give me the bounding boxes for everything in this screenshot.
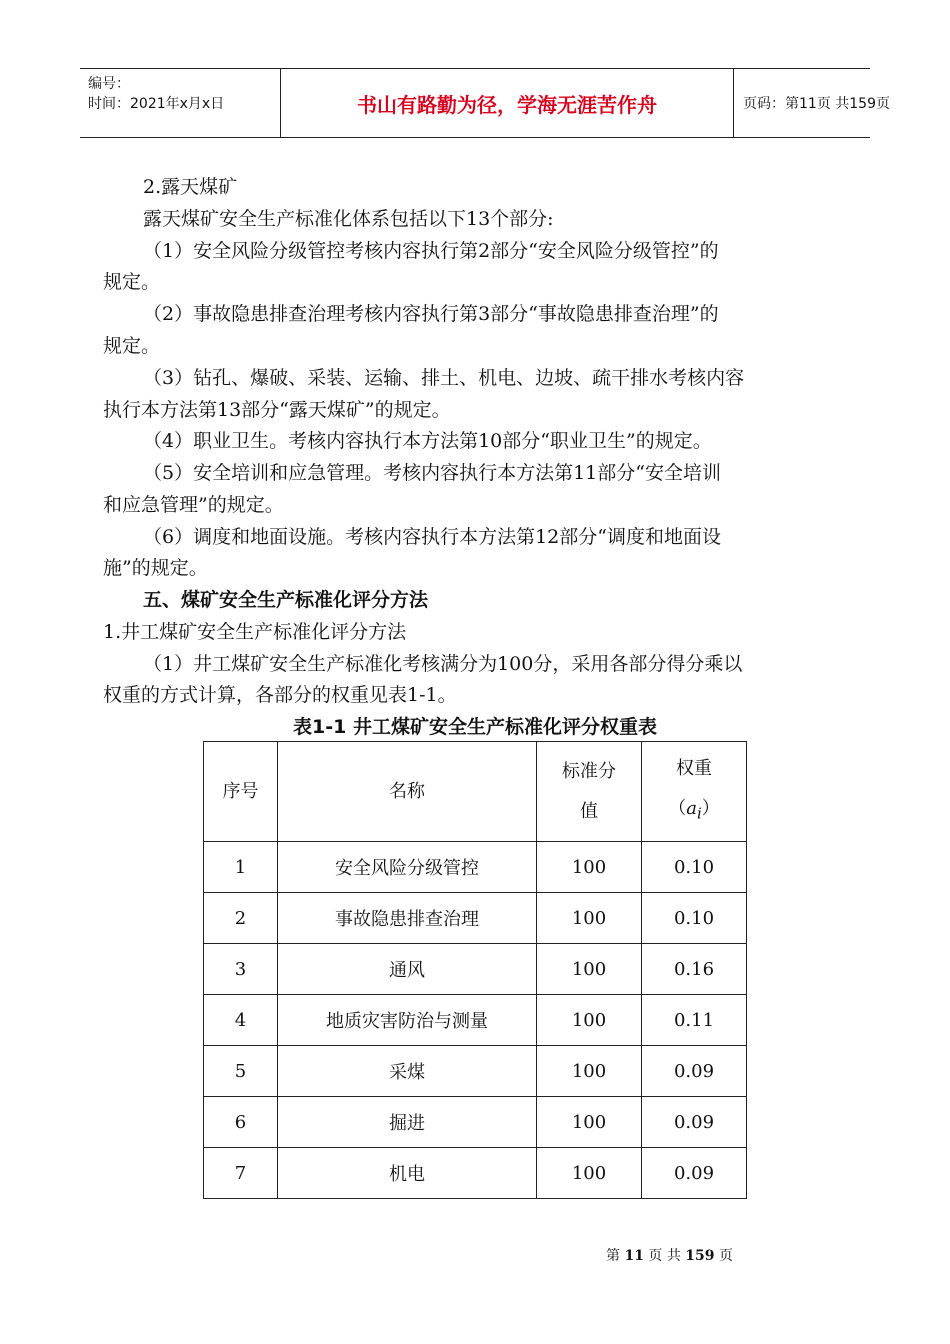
cell-name: 地质灾害防治与测量	[278, 995, 537, 1046]
header-motto: 书山有路勤为径，学海无涯苦作舟	[357, 92, 657, 117]
cell-weight: 0.09	[642, 1046, 747, 1097]
cell-score: 100	[537, 944, 642, 995]
header-motto-cell	[280, 69, 734, 137]
section-heading: 五、煤矿安全生产标准化评分方法	[143, 589, 429, 611]
paragraph: 露天煤矿安全生产标准化体系包括以下13个部分:	[143, 208, 554, 230]
header-score-line2: 值	[580, 800, 598, 822]
cell-weight: 0.11	[642, 995, 747, 1046]
footer-total-pages: 159	[685, 1248, 715, 1264]
paragraph: 施”的规定。	[103, 557, 208, 579]
cell-weight: 0.09	[642, 1148, 747, 1199]
table-row	[204, 1046, 747, 1097]
cell-name: 采煤	[278, 1046, 537, 1097]
paragraph: 规定。	[103, 271, 161, 293]
page-footer	[606, 1245, 733, 1265]
cell-name: 通风	[278, 944, 537, 995]
table-row	[204, 893, 747, 944]
paragraph: 和应急管理”的规定。	[103, 494, 284, 516]
table-row	[204, 1097, 747, 1148]
paragraph: （2）事故隐患排查治理考核内容执行第3部分“事故隐患排查治理”的	[143, 303, 719, 325]
cell-name: 安全风险分级管控	[278, 842, 537, 893]
table-caption: 表1-1 井工煤矿安全生产标准化评分权重表	[293, 716, 657, 738]
cell-no: 2	[204, 893, 278, 944]
cell-weight: 0.16	[642, 944, 747, 995]
header-weight-line2	[642, 789, 746, 834]
cell-score: 100	[537, 893, 642, 944]
paragraph: （5）安全培训和应急管理。考核内容执行本方法第11部分“安全培训	[143, 462, 721, 484]
cell-score: 100	[537, 1097, 642, 1148]
cell-score: 100	[537, 1148, 642, 1199]
table-row	[204, 1148, 747, 1199]
paragraph: （6）调度和地面设施。考核内容执行本方法第12部分“调度和地面设	[143, 526, 721, 548]
cell-name: 掘进	[278, 1097, 537, 1148]
header-score-line1: 标准分	[562, 760, 616, 782]
cell-weight: 0.10	[642, 893, 747, 944]
cell-no: 1	[204, 842, 278, 893]
weight-table	[203, 741, 747, 1199]
footer-prefix: 第	[606, 1248, 620, 1264]
weight-symbol: a	[686, 798, 697, 820]
cell-name: 事故隐患排查治理	[278, 893, 537, 944]
document-date-label: 时间：2021年x月x日	[88, 96, 225, 112]
cell-no: 4	[204, 995, 278, 1046]
subsection-heading: 1.井工煤矿安全生产标准化评分方法	[103, 621, 407, 643]
paragraph: 2.露天煤矿	[143, 176, 238, 198]
cell-score: 100	[537, 995, 642, 1046]
page-header	[80, 68, 890, 138]
table-row	[204, 995, 747, 1046]
cell-no: 7	[204, 1148, 278, 1199]
paragraph: 执行本方法第13部分“露天煤矿”的规定。	[103, 399, 451, 421]
weight-paren-open: （	[668, 798, 687, 820]
header-page-cell	[733, 69, 890, 137]
header-no: 序号	[204, 742, 278, 842]
cell-no: 6	[204, 1097, 278, 1148]
cell-no: 3	[204, 944, 278, 995]
header-score	[537, 742, 642, 842]
cell-name: 机电	[278, 1148, 537, 1199]
header-name: 名称	[278, 742, 537, 842]
table-row	[204, 842, 747, 893]
weight-subscript: i	[696, 804, 702, 823]
table-header-row	[204, 742, 747, 842]
footer-middle: 页 共	[648, 1248, 681, 1264]
document-number-label: 编号：	[88, 76, 130, 92]
cell-no: 5	[204, 1046, 278, 1097]
paragraph: （1）井工煤矿安全生产标准化考核满分为100分，采用各部分得分乘以	[143, 653, 743, 675]
header-page-code: 页码：第11页 共159页	[743, 96, 890, 112]
table-row	[204, 944, 747, 995]
paragraph: 规定。	[103, 335, 161, 357]
cell-score: 100	[537, 842, 642, 893]
cell-weight: 0.09	[642, 1097, 747, 1148]
cell-weight: 0.10	[642, 842, 747, 893]
header-weight	[642, 742, 747, 842]
paragraph: （3）钻孔、爆破、采装、运输、排土、机电、边坡、疏干排水考核内容	[143, 367, 745, 389]
footer-page-number: 11	[624, 1248, 644, 1264]
paragraph: 权重的方式计算，各部分的权重见表1-1。	[103, 684, 457, 706]
cell-score: 100	[537, 1046, 642, 1097]
paragraph: （1）安全风险分级管控考核内容执行第2部分“安全风险分级管控”的	[143, 240, 719, 262]
weight-paren-close: ）	[701, 798, 720, 820]
footer-suffix: 页	[718, 1248, 733, 1264]
header-weight-line1: 权重	[676, 758, 712, 780]
paragraph: （4）职业卫生。考核内容执行本方法第10部分“职业卫生”的规定。	[143, 430, 712, 452]
header-meta	[80, 69, 280, 137]
